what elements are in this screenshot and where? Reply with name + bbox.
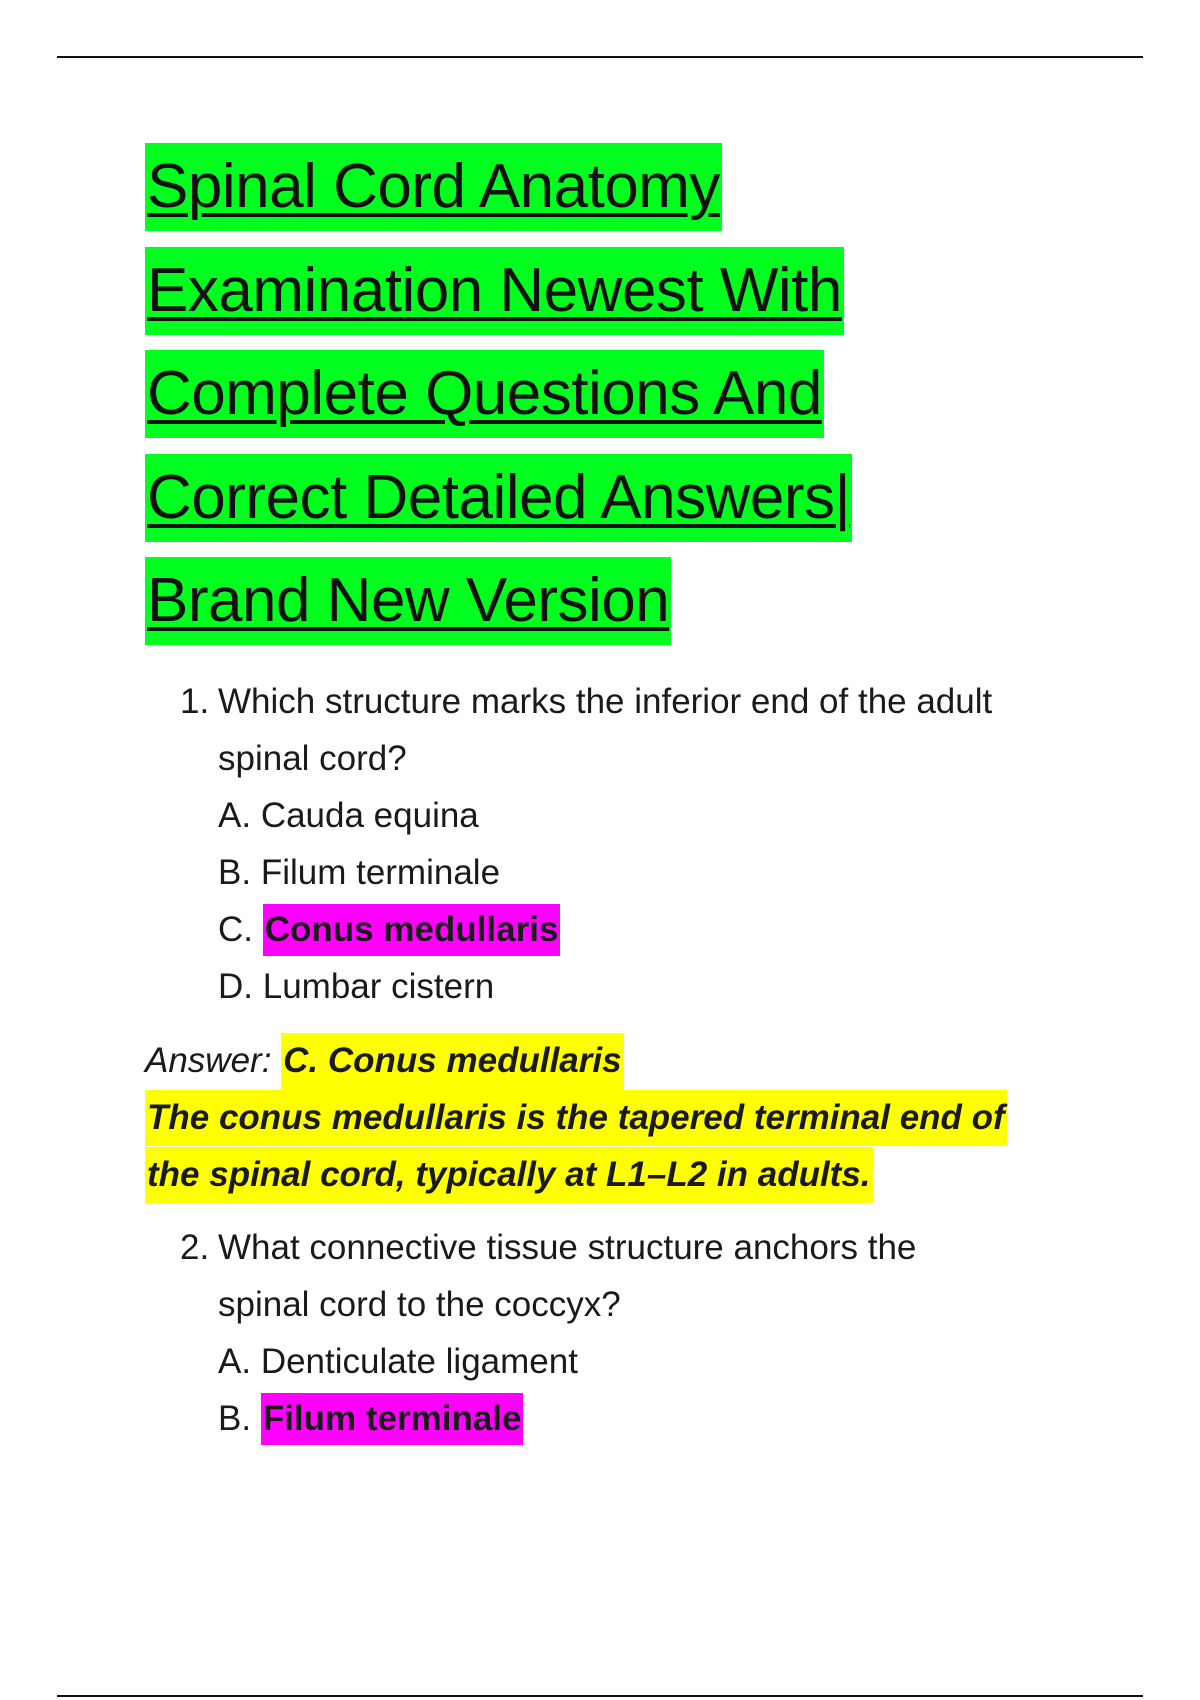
question-text-line: [180, 673, 1080, 730]
answer-block-1: [145, 1032, 1145, 1203]
title-line-text: Correct Detailed Answers|: [145, 454, 852, 542]
question-text-line: [180, 730, 1080, 787]
question-text-line: [180, 1276, 1080, 1333]
title-line: [145, 557, 1145, 661]
answer-line: [145, 1032, 1145, 1089]
explanation-line: [145, 1146, 1145, 1203]
title-line: [145, 247, 1145, 351]
title-line: [145, 143, 1145, 247]
option-text: Lumbar cistern: [262, 967, 495, 1006]
option-a: [180, 787, 1080, 844]
option-b: [180, 844, 1080, 901]
correct-option-text: Conus medullaris: [263, 904, 561, 956]
question-1: [180, 673, 1080, 1015]
explanation-text: the spinal cord, typically at L1–L2 in adults.: [145, 1147, 873, 1203]
answer-label: Answer:: [145, 1041, 272, 1080]
document-title: [145, 143, 1145, 661]
option-letter: D.: [218, 967, 253, 1006]
option-letter: A.: [218, 796, 252, 835]
question-text: spinal cord to the coccyx?: [218, 1285, 621, 1324]
correct-option-text: Filum terminale: [261, 1393, 524, 1445]
option-letter: C.: [218, 910, 253, 949]
option-text: Cauda equina: [260, 796, 479, 835]
option-text: Filum terminale: [260, 853, 501, 892]
option-text: Denticulate ligament: [260, 1342, 578, 1381]
title-line-text: Spinal Cord Anatomy: [145, 143, 722, 231]
explanation-line: [145, 1089, 1145, 1146]
question-text-line: [180, 1219, 1080, 1276]
question-number: 2.: [180, 1228, 210, 1267]
question-text: spinal cord?: [218, 739, 407, 778]
top-rule: [57, 56, 1143, 58]
title-line-text: Complete Questions And: [145, 350, 824, 438]
question-2: [180, 1219, 1080, 1447]
option-letter: B.: [218, 1399, 252, 1438]
question-text: What connective tissue structure anchors the: [218, 1228, 917, 1267]
option-d: [180, 958, 1080, 1015]
title-line: [145, 350, 1145, 454]
option-a: [180, 1333, 1080, 1390]
explanation-text: The conus medullaris is the tapered terminal end of: [145, 1090, 1007, 1146]
answer-value: C. Conus medullaris: [281, 1033, 623, 1089]
option-c: [180, 901, 1080, 958]
option-letter: A.: [218, 1342, 252, 1381]
question-text: Which structure marks the inferior end of the adult: [218, 682, 993, 721]
option-letter: B.: [218, 853, 252, 892]
title-line-text: Brand New Version: [145, 557, 671, 645]
title-line-text: Examination Newest With: [145, 247, 844, 335]
title-line: [145, 454, 1145, 558]
option-b: [180, 1390, 1080, 1447]
question-number: 1.: [180, 682, 210, 721]
bottom-rule: [57, 1695, 1143, 1697]
